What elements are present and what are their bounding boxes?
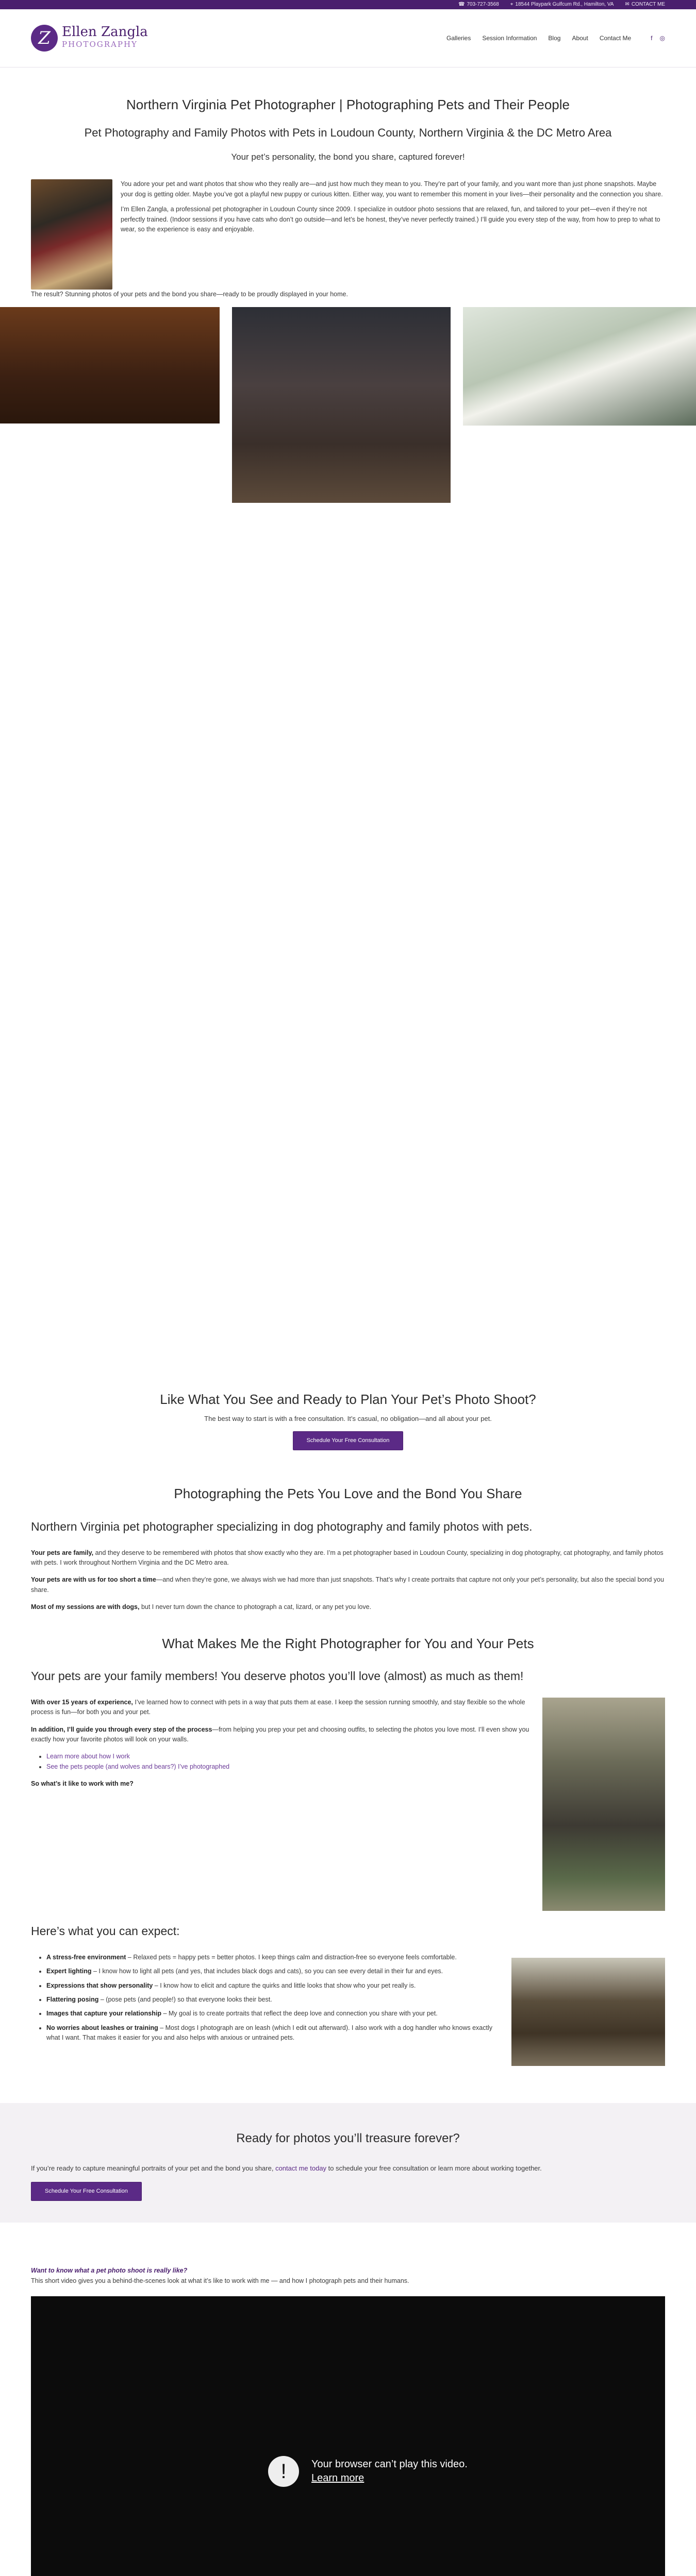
cta-title: Ready for photos you’ll treasure forever? bbox=[236, 2131, 460, 2145]
logo-mark: Z bbox=[31, 25, 58, 52]
why-question: So what’s it like to work with me? bbox=[31, 1780, 134, 1788]
why-title: What Makes Me the Right Photographer for You and Your Pets bbox=[162, 1635, 534, 1651]
list-item: • Flattering posing – (pose pets (and people!) so that everyone looks their best. bbox=[46, 1995, 665, 2005]
facebook-icon[interactable]: f bbox=[651, 34, 653, 42]
bond-title: Photographing the Pets You Love and the Bond You Share bbox=[174, 1486, 522, 1502]
expect-title: Here’s what you can expect: bbox=[31, 1924, 180, 1938]
why-lead: Your pets are your family members! You deserve photos you’ll love (almost) as much as them! bbox=[31, 1669, 524, 1683]
schedule-consultation-button[interactable]: Schedule Your Free Consultation bbox=[293, 1431, 404, 1450]
video-intro bbox=[31, 2266, 665, 2286]
plan-title: Like What You See and Ready to Plan Your Pet’s Photo Shoot? bbox=[160, 1391, 536, 1407]
top-bar bbox=[0, 0, 696, 9]
nav-galleries[interactable]: Galleries bbox=[446, 34, 471, 42]
hero-tagline: Your pet’s personality, the bond you share, captured forever! bbox=[231, 152, 465, 162]
photographer-portrait-image bbox=[31, 179, 112, 290]
video-question: Want to know what a pet photo shoot is really like? bbox=[31, 2267, 188, 2275]
intro-paragraph-1: You adore your pet and want photos that show who they really are—and just how much they mean to you. They’re part of your family, and you want more than just phone snapshots. Maybe your dog is getting older. Maybe you’ve got a playful new puppy or curious kitten. Either way, you want to remember this moment in your lives—their personality and the connection you share. bbox=[121, 180, 663, 198]
list-item: • A stress-free environment – Relaxed pets = happy pets = better photos. I keep things calm and distraction-free so everyone feels comfortable. bbox=[46, 1953, 665, 1962]
page-title: Northern Virginia Pet Photographer | Photographing Pets and Their People bbox=[126, 97, 570, 112]
logo-subtitle: PHOTOGRAPHY bbox=[62, 40, 138, 49]
lazy-load-gallery-area bbox=[0, 503, 696, 1389]
why-paragraph-1: With over 15 years of experience, I’ve learned how to connect with pets in a way that puts them at ease. I keep the session running smoothly, and stay flexible so the whole process is fun—for both you and your pet. bbox=[31, 1698, 525, 1716]
site-header bbox=[0, 9, 696, 67]
map-pin-icon: ⌖ bbox=[510, 2, 513, 8]
list-item: • Expressions that show personality – I know how to elicit and capture the quirks and little looks that show who your pet really is. bbox=[46, 1981, 665, 1991]
dog-portrait-image bbox=[511, 1958, 665, 2066]
hero-subtitle: Pet Photography and Family Photos with Pets in Loudoun County, Northern Virginia & the DC Metro Area bbox=[84, 126, 612, 139]
photographer-with-camera-image bbox=[542, 1698, 665, 1911]
nav-about[interactable]: About bbox=[572, 34, 588, 42]
error-icon: ! bbox=[268, 2456, 299, 2487]
cta-schedule-button[interactable]: Schedule Your Free Consultation bbox=[31, 2182, 142, 2201]
cta-band bbox=[0, 2103, 696, 2223]
contact-link[interactable]: ✉ CONTACT ME bbox=[625, 1, 665, 9]
phone-link[interactable]: ☎ 703-727-3568 bbox=[458, 1, 499, 9]
intro-paragraph-2: I’m Ellen Zangla, a professional pet photographer in Loudoun County since 2009. I specialize in outdoor photo sessions that are relaxed, fun, and tailored to your pet—even if they’re not perfectly trained. (Indoor sessions if you have cats who don’t go outside—and let’s be honest, they’ve never perfectly trained.) I’ll guide you every step of the way, from how to prep to what to wear, so the experience is easy and enjoyable. bbox=[121, 206, 660, 233]
list-item: • Images that capture your relationship – My goal is to create portraits that reflect the deep love and connection you share with your pet. bbox=[46, 2009, 665, 2019]
site-logo[interactable] bbox=[31, 25, 148, 52]
video-error-message: Your browser can’t play this video. bbox=[311, 2459, 468, 2470]
address-text: ⌖ 18544 Playpark Gulfcum Rd., Hamilton, VA bbox=[510, 1, 614, 9]
video-learn-more-link[interactable]: Learn more bbox=[311, 2472, 364, 2484]
why-paragraph-2: In addition, I’ll guide you through every step of the process—from helping you prep your pet and choosing outfits, to selecting the photos you love most. I’ll even show you exactly how your favorite photos will look on your walls. bbox=[31, 1725, 529, 1743]
see-pets-link[interactable]: See the pets people (and wolves and bears?) I’ve photographed bbox=[46, 1762, 230, 1770]
bond-paragraph-2: Your pets are with us for too short a time—and when they’re gone, we always wish we had more than just snapshots. That’s why I create portraits that capture not only your pet’s personality, but also the special bond you share. bbox=[31, 1576, 664, 1594]
list-item: • Expert lighting – I know how to light all pets (and yes, that includes black dogs and cats), so you can see every detail in their fur and eyes. bbox=[46, 1967, 665, 1976]
nav-contact-me[interactable]: Contact Me bbox=[599, 34, 632, 42]
nav-session-information[interactable]: Session Information bbox=[482, 34, 537, 42]
bond-paragraph-3: Most of my sessions are with dogs, but I never turn down the chance to photograph a cat, lizard, or any pet you love. bbox=[31, 1603, 372, 1611]
main-nav bbox=[446, 33, 665, 43]
contact-me-link[interactable]: contact me today bbox=[275, 2164, 327, 2173]
video-description: This short video gives you a behind-the-scenes look at what it’s like to work with me — and how I photograph pets and their humans. bbox=[31, 2277, 409, 2284]
intro-paragraph-3: The result? Stunning photos of your pets and the bond you share—ready to be proudly displayed in your home. bbox=[31, 291, 348, 298]
learn-more-link[interactable]: Learn more about how I work bbox=[46, 1753, 130, 1760]
cta-text: If you’re ready to capture meaningful portraits of your pet and the bond you share, contact me today to schedule your free consultation or learn more about working together. bbox=[31, 2164, 542, 2173]
plan-text: The best way to start is with a free consultation. It’s casual, no obligation—and all about your pet. bbox=[204, 1415, 492, 1423]
instagram-icon[interactable]: ◎ bbox=[659, 34, 665, 42]
dog-in-field-image[interactable] bbox=[0, 307, 220, 423]
man-with-dog-image[interactable] bbox=[232, 307, 451, 503]
bond-paragraph-1: Your pets are family, and they deserve to be remembered with photos that show exactly who they are. I’m a pet photographer based in Loudoun County, specializing in dog photography, cat photography, and family photos with pets. I work throughout Northern Virginia and the DC Metro area. bbox=[31, 1549, 664, 1567]
photo-gallery bbox=[0, 307, 696, 503]
intro-section bbox=[31, 179, 665, 290]
mail-icon: ✉ bbox=[625, 2, 629, 8]
list-item: • No worries about leashes or training – Most dogs I photograph are on leash (which I edit out afterward). I also work with a dog handler who knows exactly what I want. That makes it easier for you and also helps with anxious or untrained pets. bbox=[46, 2023, 665, 2043]
phone-icon: ☎ bbox=[458, 2, 465, 8]
nav-blog[interactable]: Blog bbox=[548, 34, 561, 42]
dog-in-car-image[interactable] bbox=[463, 307, 696, 426]
bond-lead: Northern Virginia pet photographer specializing in dog photography and family photos with pets. bbox=[31, 1519, 533, 1533]
logo-name: Ellen Zangla bbox=[62, 24, 148, 40]
video-player[interactable] bbox=[31, 2296, 665, 2576]
